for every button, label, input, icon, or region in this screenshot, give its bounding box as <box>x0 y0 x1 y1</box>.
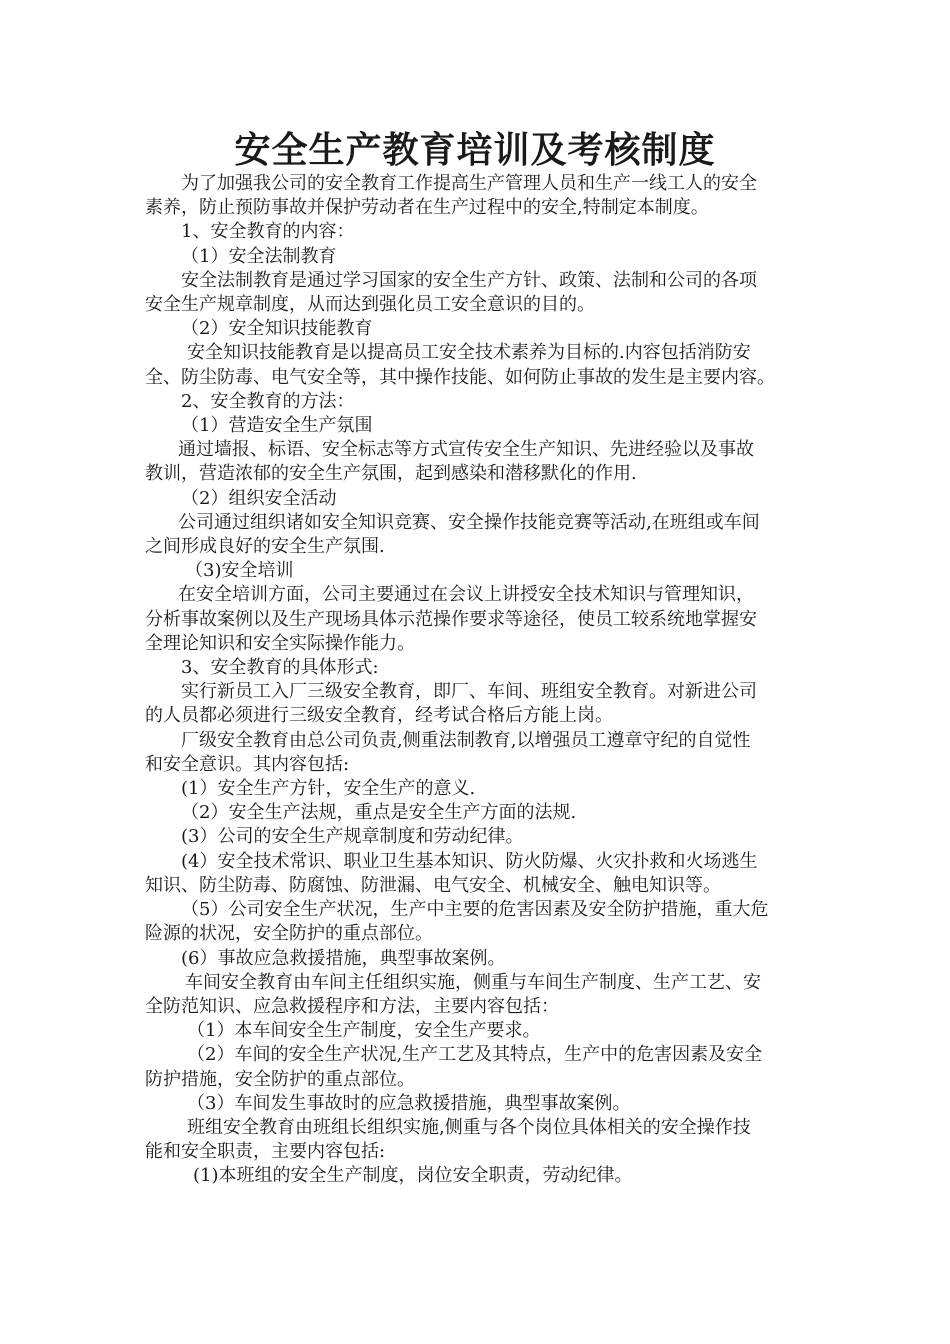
text-line: 安全法制教育是通过学习国家的安全生产方针、政策、法制和公司的各项 <box>181 269 757 291</box>
text-line: 在安全培训方面，公司主要通过在会议上讲授安全技术知识与管理知识， <box>178 584 754 606</box>
text-line: (4）安全技术常识、职业卫生基本知识、防火防爆、火灾扑救和火场逃生 <box>181 850 758 872</box>
text-line: 的人员都必须进行三级安全教育，经考试合格后方能上岗。 <box>145 705 613 727</box>
text-line: 为了加强我公司的安全教育工作提高生产管理人员和生产一线工人的安全 <box>181 173 757 194</box>
text-line: 知识、防尘防毒、防腐蚀、防泄漏、电气安全、机械安全、触电知识等。 <box>145 874 721 896</box>
text-line: (3）公司的安全生产规章制度和劳动纪律。 <box>181 826 524 848</box>
text-line: 防护措施，安全防护的重点部位。 <box>145 1068 415 1090</box>
text-line: (1）安全生产方针，安全生产的意义. <box>181 778 476 800</box>
text-line: 能和安全职责，主要内容包括: <box>145 1141 386 1163</box>
text-line: 全防范知识、应急救援程序和方法，主要内容包括： <box>145 995 559 1017</box>
text-line: 公司通过组织诸如安全知识竞赛、安全操作技能竞赛等活动,在班组或车间 <box>178 511 760 533</box>
document-title: 安全生产教育培训及考核制度 <box>234 129 716 171</box>
text-line: （3)安全培训 <box>185 560 294 582</box>
text-line: （5）公司安全生产状况，生产中主要的危害因素及安全防护措施，重大危 <box>181 899 769 921</box>
text-line: 教训，营造浓郁的安全生产氛围，起到感染和潜移默化的作用. <box>145 463 637 485</box>
text-line: （3）车间发生事故时的应急救援措施，典型事故案例。 <box>187 1092 631 1114</box>
text-line: 安全生产规章制度，从而达到强化员工安全意识的目的。 <box>145 294 595 316</box>
text-line: (1)本班组的安全生产制度，岗位安全职责，劳动纪律。 <box>193 1165 633 1187</box>
text-line: （2）组织安全活动 <box>181 487 337 509</box>
text-line: 3、安全教育的具体形式: <box>181 657 379 679</box>
text-line: 通过墙报、标语、安全标志等方式宣传安全生产知识、先进经验以及事故 <box>178 439 754 461</box>
text-line: 车间安全教育由车间主任组织实施，侧重与车间生产制度、生产工艺、安 <box>185 971 761 993</box>
text-line: 安全知识技能教育是以提高员工安全技术素养为目标的.内容包括消防安 <box>187 342 751 364</box>
text-line: 2、安全教育的方法： <box>181 390 355 412</box>
text-line: （1）营造安全生产氛围 <box>181 415 373 437</box>
text-line: 班组安全教育由班组长组织实施,侧重与各个岗位具体相关的安全操作技 <box>187 1116 751 1138</box>
text-line: 实行新员工入厂三级安全教育，即厂、车间、班组安全教育。对新进公司 <box>181 681 757 703</box>
text-line: （2）安全知识技能教育 <box>181 318 373 340</box>
text-line: 1、安全教育的内容： <box>181 221 355 243</box>
text-line: （2）安全生产法规，重点是安全生产方面的法规. <box>181 802 577 824</box>
text-line: （2）车间的安全生产状况,生产工艺及其特点，生产中的危害因素及安全 <box>187 1044 763 1066</box>
text-line: 厂级安全教育由总公司负责,侧重法制教育,以增强员工遵章守纪的自觉性 <box>181 729 751 751</box>
text-line: 全理论知识和安全实际操作能力。 <box>145 632 415 654</box>
document-body <box>145 172 810 1189</box>
text-line: 全、防尘防毒、电气安全等，其中操作技能、如何防止事故的发生是主要内容。 <box>145 366 775 388</box>
text-line: 之间形成良好的安全生产氛围. <box>145 536 385 558</box>
text-line: (6）事故应急救援措施，典型事故案例。 <box>181 947 506 969</box>
text-line: （1）安全法制教育 <box>181 245 337 267</box>
text-line: 素养，防止预防事故并保护劳动者在生产过程中的安全,特制定本制度。 <box>145 197 709 219</box>
text-line: 险源的状况，安全防护的重点部位。 <box>145 923 433 945</box>
text-line: 分析事故案例以及生产现场具体示范操作要求等途径，使员工较系统地掌握安 <box>145 608 757 630</box>
text-line: 和安全意识。其内容包括: <box>145 753 350 775</box>
text-line: （1）本车间安全生产制度，安全生产要求。 <box>187 1020 541 1042</box>
